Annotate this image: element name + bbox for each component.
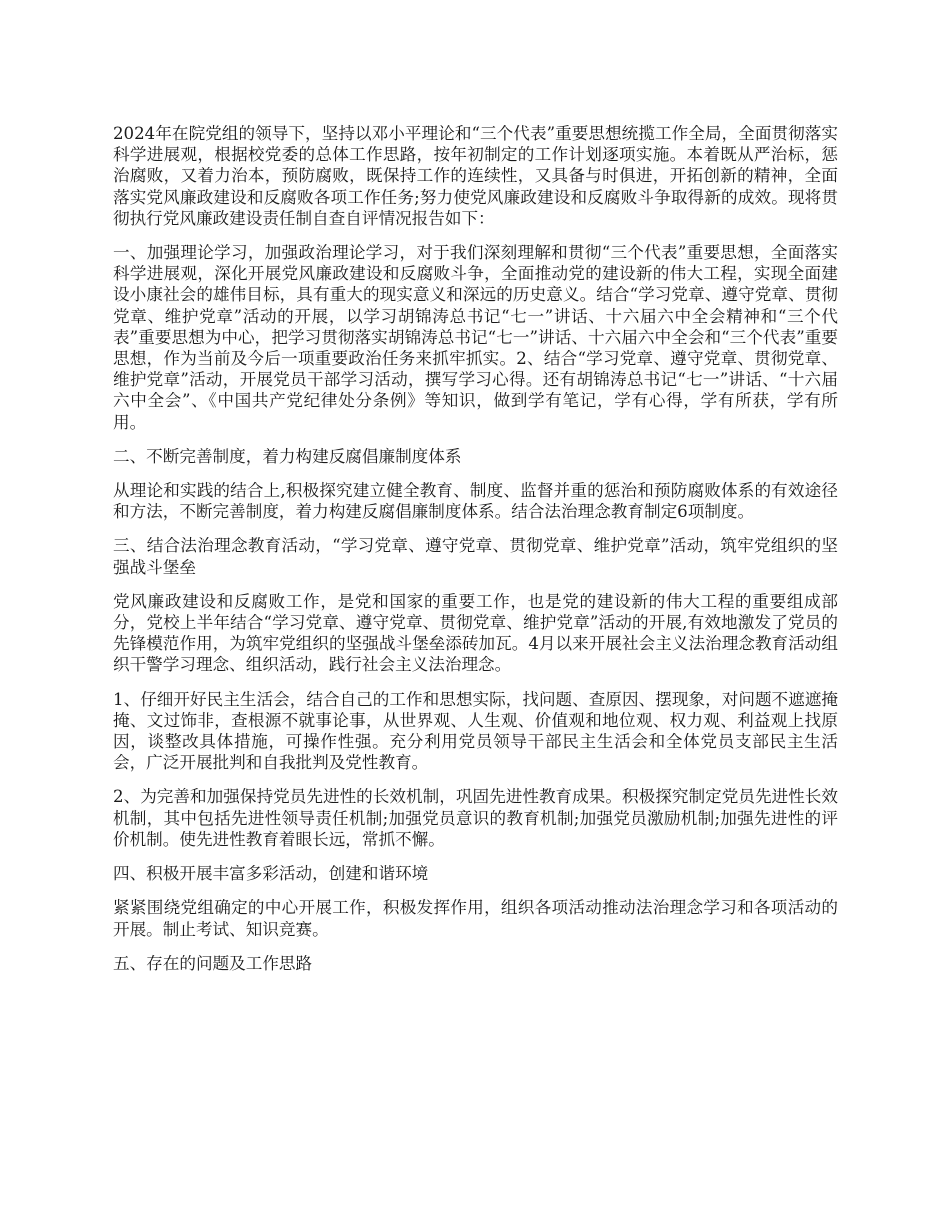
document-body [113, 123, 838, 974]
intro-paragraph: 2024年在院党组的领导下，坚持以邓小平理论和“三个代表”重要思想统揽工作全局，全面贯彻落实科学进展观，根据校党委的总体工作思路，按年初制定的工作计划逐项实施。本着既从严治标，惩治腐败，又着力治本，预防腐败，既保持工作的连续性，又具备与时俱进，开拓创新的精神，全面落实党风廉政建设和反腐败各项工作任务;努力使党风廉政建设和反腐败斗争取得新的成效。现将贯彻执行党风廉政建设责任制自查自评情况报告如下： [113, 124, 838, 228]
section-three-paragraph: 党风廉政建设和反腐败工作，是党和国家的重要工作，也是党的建设新的伟大工程的重要组成部分，党校上半年结合“学习党章、遵守党章、贯彻党章、维护党章”活动的开展,有效地激发了党员的先锋模范作用，为筑牢党组织的坚强战斗堡垒添砖加瓦。4月以来开展社会主义法治理念教育活动组织干警学习理念、组织活动，践行社会主义法治理念。 [113, 591, 838, 675]
item-one-paragraph: 1、仔细开好民主生活会，结合自己的工作和思想实际，找问题、查原因、摆现象，对问题不遮遮掩掩、文过饰非，查根源不就事论事，从世界观、人生观、价值观和地位观、权力观、利益观上找原因，谈整改具体措施，可操作性强。充分利用党员领导干部民主生活会和全体党员支部民主生活会，广泛开展批判和自我批判及党性教育。 [113, 689, 838, 773]
section-two-heading: 二、不断完善制度，着力构建反腐倡廉制度体系 [113, 446, 462, 466]
section-one-paragraph: 一、加强理论学习，加强政治理论学习，对于我们深刻理解和贯彻“三个代表”重要思想，全面落实科学进展观，深化开展党风廉政建设和反腐败斗争，全面推动党的建设新的伟大工程，实现全面建设小康社会的雄伟目标，具有重大的现实意义和深远的历史意义。结合“学习党章、遵守党章、贯彻党章、维护党章”活动的开展，以学习胡锦涛总书记“七一”讲话、十六届六中全会精神和“三个代表”重要思想为中心，把学习贯彻落实胡锦涛总书记“七一”讲话、十六届六中全会和“三个代表”重要思想，作为当前及今后一项重要政治任务来抓牢抓实。2、结合“学习党章、遵守党章、贯彻党章、维护党章”活动，开展党员干部学习活动，撰写学习心得。还有胡锦涛总书记“七一”讲话、“十六届六中全会”、《中国共产党纪律处分条例》等知识，做到学有笔记，学有心得，学有所获，学有所用。 [113, 243, 838, 432]
item-two-paragraph: 2、为完善和加强保持党员先进性的长效机制，巩固先进性教育成果。积极探究制定党员先进性长效机制，其中包括先进性领导责任机制;加强党员意识的教育机制;加强党员激励机制;加强先进性的评价机制。使先进性教育着眼长远，常抓不懈。 [113, 787, 838, 849]
section-two-paragraph: 从理论和实践的结合上,积极探究建立健全教育、制度、监督并重的惩治和预防腐败体系的有效途径和方法，不断完善制度，着力构建反腐倡廉制度体系。结合法治理念教育制定6项制度。 [113, 481, 838, 522]
section-four-paragraph: 紧紧围绕党组确定的中心开展工作，积极发挥作用，组织各项活动推动法治理念学习和各项活动的开展。制止考试、知识竞赛。 [113, 898, 838, 939]
section-four-heading: 四、积极开展丰富多彩活动，创建和谐环境 [113, 864, 429, 884]
section-five-heading: 五、存在的问题及工作思路 [113, 953, 313, 973]
section-three-heading: 三、结合法治理念教育活动，“学习党章、遵守党章、贯彻党章、维护党章”活动，筑牢党组织的坚强战斗堡垒 [113, 536, 838, 577]
